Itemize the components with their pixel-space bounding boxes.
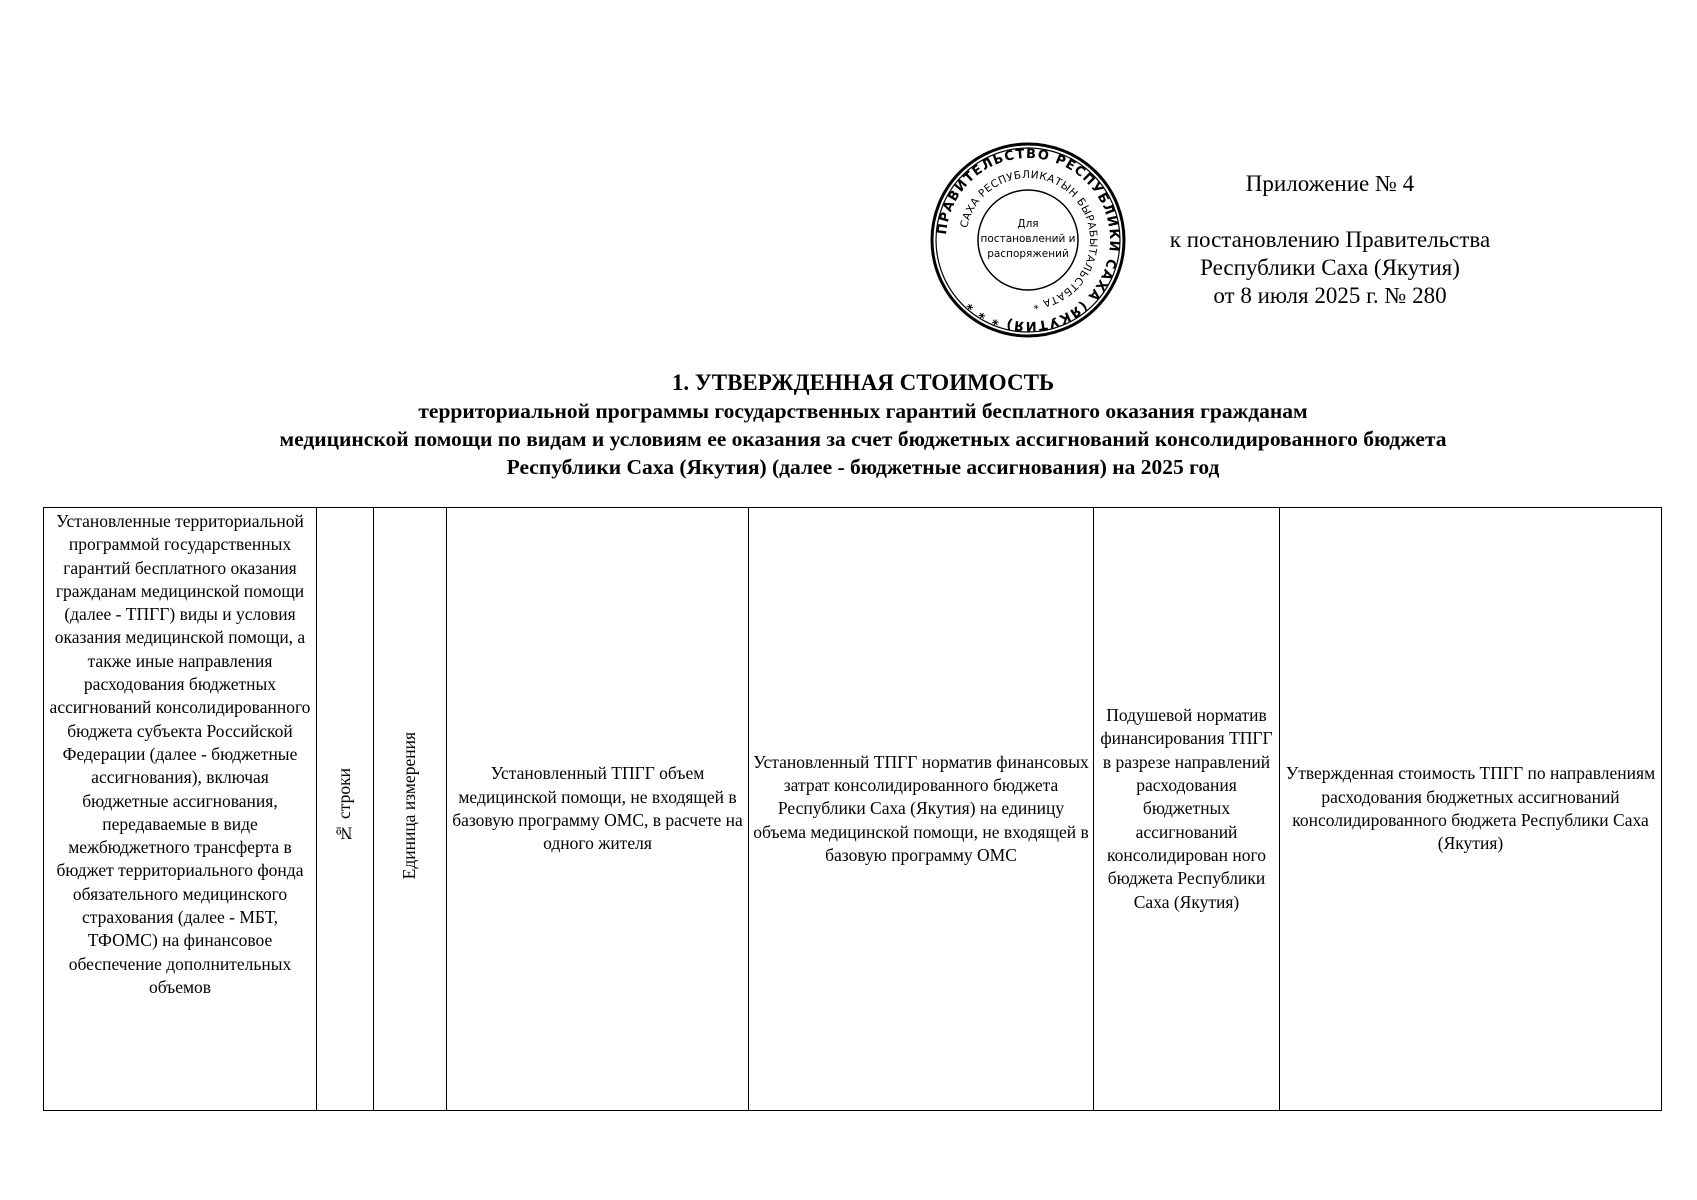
col-header-volume: Установленный ТПГГ объем медицинской помощи, не входящей в базовую программу ОМС, в расчете на одного жителя [447,508,749,1111]
table-header-row [44,508,1662,1111]
official-seal [928,140,1128,340]
appendix-line-1: к постановлению Правительства [1169,227,1491,252]
document-heading [60,369,1666,481]
svg-text:ПРАВИТЕЛЬСТВО РЕСПУБЛИКИ САХА: ПРАВИТЕЛЬСТВО РЕСПУБЛИКИ САХА (ЯКУТИЯ) * * * [935,146,1122,334]
cost-table [43,507,1662,1111]
heading-line-2: территориальной программы государственных гарантий бесплатного оказания гражданам [418,399,1308,423]
seal-center-line-2: постановлений и [980,233,1076,245]
col-header-approved-cost: Утвержденная стоимость ТПГГ по направлениям расходования бюджетных ассигнований консолидированного бюджета Республики Саха (Якутия) [1280,508,1662,1111]
col-header-per-capita-norm: Подушевой норматив финансирования ТПГГ в разрезе направлений расходования бюджетных ассигнований консолидирован ного бюджета Республики Саха (Якутия) [1094,508,1280,1111]
col-header-types-conditions: Установленные территориальной программой государственных гарантий бесплатного оказания гражданам медицинской помощи (далее - ТПГГ) виды и условия оказания медицинской помощи, а также иные направления расходования бюджетных ассигнований консолидированного бюджета субъекта Российской Федерации (далее - бюджетные ассигнования), включая бюджетные ассигнования, передаваемые в виде межбюджетного трансферта в бюджет территориального фонда обязательного медицинского страхования (далее - МБТ, ТФОМС) на финансовое обеспечение дополнительных объемов [44,508,317,1111]
seal-center-line-3: распоряжений [987,248,1069,260]
appendix-block [1120,170,1540,310]
seal-center-line-1: Для [1017,218,1039,230]
col-header-unit: Единица измерения [374,508,447,1111]
heading-line-3: медицинской помощи по видам и условиям ее оказания за счет бюджетных ассигнований консолидированного бюджета [279,427,1447,451]
heading-title: 1. УТВЕРЖДЕННАЯ СТОИМОСТЬ [671,370,1055,395]
appendix-line-2: Республики Саха (Якутия) [1200,255,1460,280]
appendix-title: Приложение № 4 [1245,171,1415,196]
col-header-row-number: № строки [317,508,374,1111]
appendix-line-3: от 8 июля 2025 г. № 280 [1213,283,1447,308]
svg-text:САХА РЕСПУБЛИКАТЫН БЫРАБЫТАЛЬС: САХА РЕСПУБЛИКАТЫН БЫРАБЫТАЛЬСТБАТА * [958,168,1100,311]
col-header-cost-norm: Установленный ТПГГ норматив финансовых затрат консолидированного бюджета Республики Саха (Якутия) на единицу объема медицинской помощи, не входящей в базовую программу ОМС [749,508,1094,1111]
heading-line-4: Республики Саха (Якутия) (далее - бюджетные ассигнования) на 2025 год [506,455,1220,479]
